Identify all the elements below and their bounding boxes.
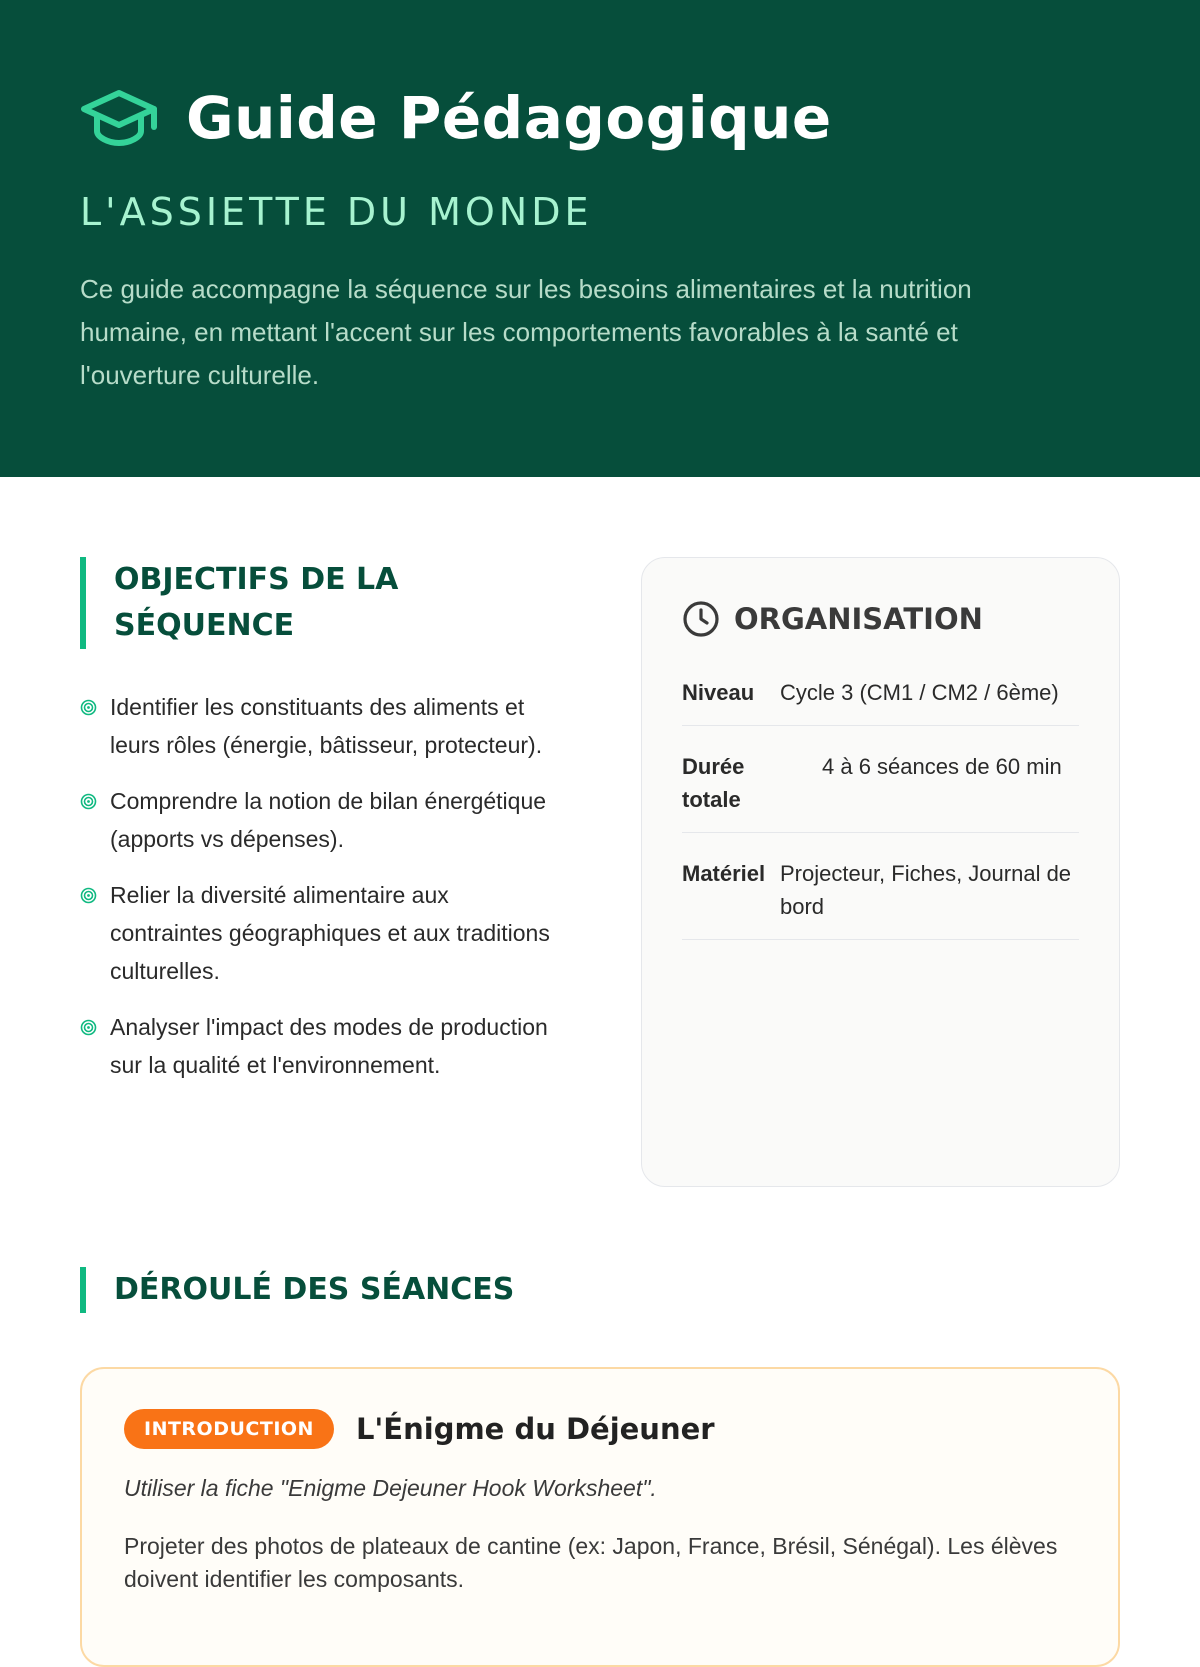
list-item [80,688,550,764]
organisation-value: Projecteur, Fiches, Journal de bord [780,861,1072,919]
organisation-heading: ORGANISATION [734,602,983,636]
session-note: Utiliser la fiche "Enigme Dejeuner Hook Worksheet". [124,1475,657,1501]
objective-text: Identifier les constituants des aliments et leurs rôles (énergie, bâtisseur, protecteur). [110,694,543,758]
list-item [80,876,550,990]
session-header [124,1409,1076,1449]
session-text: Projeter des photos de plateaux de cantine (ex: Japon, France, Brésil, Sénégal). Les élèves doivent identifier les composants. [124,1533,1058,1592]
session-badge: INTRODUCTION [124,1409,334,1449]
organisation-value: Cycle 3 (CM1 / CM2 / 6ème) [780,680,1059,705]
organisation-row [682,726,1079,833]
target-icon [80,699,97,716]
organisation-value: 4 à 6 séances de 60 min [822,754,1062,779]
organisation-label: Matériel [682,861,766,886]
clock-icon [682,600,720,638]
list-item [80,782,550,858]
list-item [80,1008,550,1084]
page-description: Ce guide accompagne la séquence sur les besoins alimentaires et la nutrition humaine, en mettant l'accent sur les comportements favorables à la santé et l'ouverture culturelle. [80,274,972,390]
page-subtitle: L'ASSIETTE DU MONDE [80,190,593,234]
organisation-row [682,662,1079,726]
session-card [80,1367,1120,1667]
session-title: L'Énigme du Déjeuner [355,1412,715,1446]
organisation-card [641,557,1120,1187]
organisation-header [682,600,1079,638]
objective-text: Relier la diversité alimentaire aux contraintes géographiques et aux traditions culturelles. [110,882,550,984]
page-title: Guide Pédagogique [186,84,832,152]
graduation-cap-icon [80,87,158,149]
target-icon [80,1019,97,1036]
objectives-heading: OBJECTIFS DE LA SÉQUENCE [80,557,480,649]
sessions-heading: DÉROULÉ DES SÉANCES [80,1267,514,1313]
target-icon [80,887,97,904]
organisation-label: Durée totale [682,754,745,812]
target-icon [80,793,97,810]
hero-header [0,0,1200,477]
objectives-list [80,688,550,1102]
hero-title-row [80,84,832,152]
objective-text: Analyser l'impact des modes de production sur la qualité et l'environnement. [110,1014,548,1078]
organisation-row [682,833,1079,940]
organisation-label: Niveau [682,680,755,705]
objective-text: Comprendre la notion de bilan énergétique (apports vs dépenses). [110,788,547,852]
